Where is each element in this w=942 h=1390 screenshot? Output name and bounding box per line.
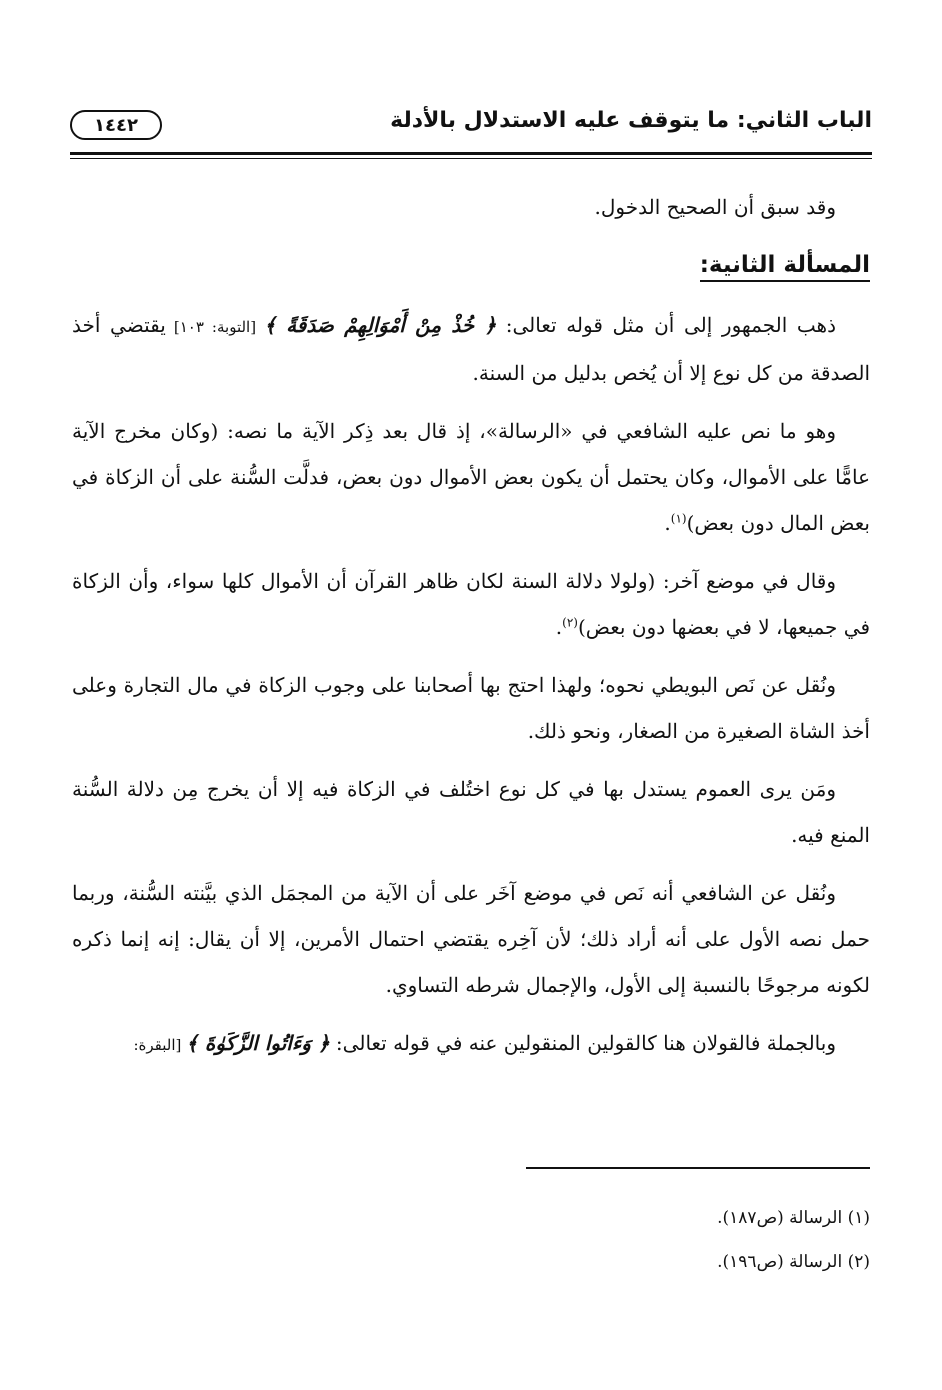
section-heading-text: المسألة الثانية: (700, 252, 870, 282)
page-header (70, 100, 872, 150)
paragraph-3-text: وقال في موضع آخر: (ولولا دلالة السنة لكان ظاهر القرآن أن الأموال كلها سواء، وأن الزكاة في جميعها، لا في بعضها دون بعض) (72, 569, 870, 639)
footnote-1: (١) الرسالة (ص١٨٧). (717, 1208, 870, 1228)
paragraph-7 (72, 1020, 870, 1068)
quran-verse-1: ﴿ خُذْ مِنْ أَمْوَالِهِمْ صَدَقَةً ﴾ (264, 313, 497, 337)
footnotes (72, 1196, 870, 1284)
footnote-marker-1[interactable]: (١) (670, 511, 687, 526)
running-title: الباب الثاني: ما يتوقف عليه الاستدلال بالأدلة (390, 108, 872, 133)
footnote-2: (٢) الرسالة (ص١٩٦). (717, 1252, 870, 1272)
paragraph-2-text: وهو ما نص عليه الشافعي في «الرسالة»، إذ قال بعد ذِكر الآية ما نصه: (وكان مخرج الآية عامًّا على الأموال، وكان يحتمل أن يكون بعض الأموال دون بعض، فدلَّت السُّنة على أن الزكاة في بعض المال دون بعض) (72, 419, 870, 535)
paragraph-5: ومَن يرى العموم يستدل بها في كل نوع اختُلف في الزكاة فيه إلا أن يخرج مِن دلالة السُّنة المنع فيه. (72, 777, 870, 847)
quran-verse-2: ﴿ وَءَاتُوا الزَّكَوٰةَ ﴾ (186, 1031, 330, 1055)
header-rule-thick (70, 152, 872, 155)
verse-reference-1: [التوبة: ١٠٣] (165, 318, 265, 336)
section-heading (72, 242, 870, 288)
main-text (72, 184, 870, 1080)
page-number-badge: ١٤٤٢ (70, 110, 162, 140)
footnote-separator (526, 1167, 870, 1169)
paragraph-2 (72, 408, 870, 546)
paragraph-6: ونُقل عن الشافعي أنه نَص في موضع آخَر على أن الآية من المجمَل الذي بيَّنته السُّنة، وربما حمل نصه الأول على أنه أراد ذلك؛ لأن آخِره يقتضي احتمال الأمرين، إلا أن يقال: إنه إنما ذكره لكونه مرجوحًا بالنسبة إلى الأول، والإجمال شرطه التساوي. (72, 881, 870, 997)
paragraph-3-end: . (555, 615, 563, 639)
footnote-marker-2[interactable]: (٢) (562, 615, 578, 630)
paragraph-0: وقد سبق أن الصحيح الدخول. (594, 195, 836, 219)
paragraph-7-before: وبالجملة فالقولان هنا كالقولين المنقولين عنه في قوله تعالى: (329, 1031, 836, 1055)
verse-reference-2: [البقرة: (133, 1036, 187, 1054)
paragraph-1-before: ذهب الجمهور إلى أن مثل قوله تعالى: (496, 313, 836, 337)
paragraph-1 (72, 302, 870, 396)
paragraph-3 (72, 558, 870, 650)
header-rule-thin (70, 158, 872, 159)
paragraph-1-after: يقتضي أخذ الصدقة من كل نوع إلا أن يُخص بدليل من السنة. (72, 313, 870, 385)
paragraph-2-end: . (664, 511, 671, 535)
paragraph-4: ونُقل عن نَص البويطي نحوه؛ ولهذا احتج بها أصحابنا على وجوب الزكاة في مال التجارة وعلى أخذ الشاة الصغيرة من الصغار، ونحو ذلك. (72, 673, 870, 743)
